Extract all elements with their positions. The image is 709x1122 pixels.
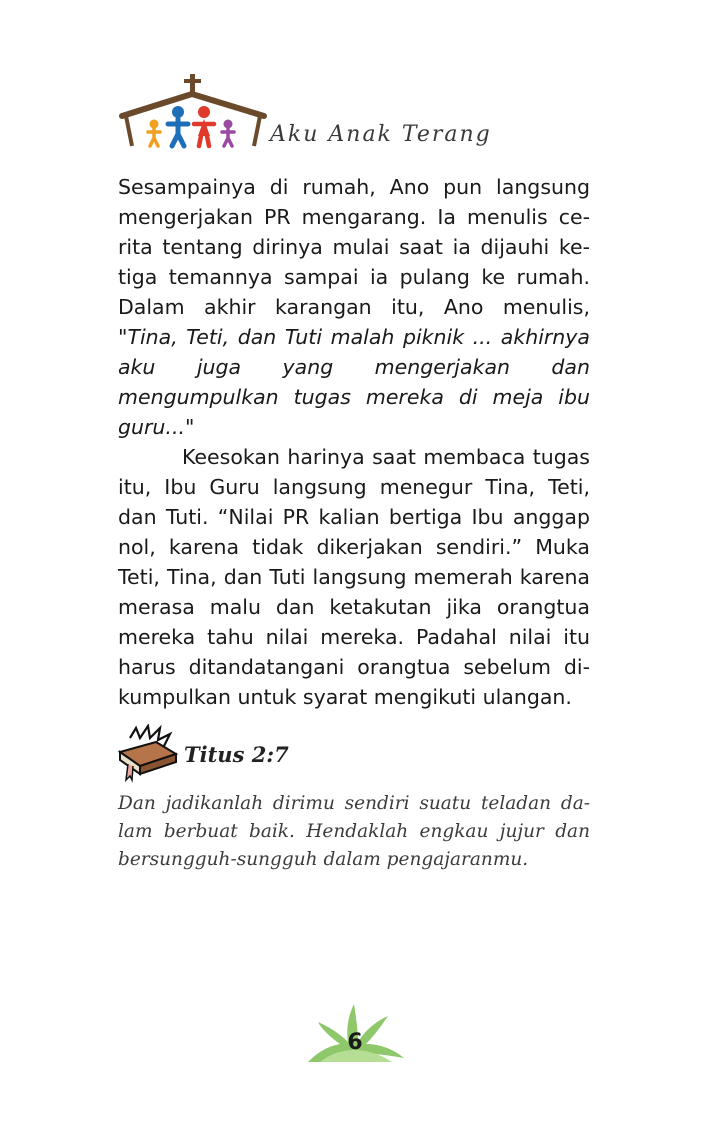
story-text bbox=[118, 172, 590, 712]
page-footer bbox=[300, 1000, 410, 1066]
verse-reference: Titus 2:7 bbox=[184, 742, 289, 767]
book-title: Aku Anak Terang bbox=[270, 122, 492, 147]
paragraph-1-quote: Tina, Teti, dan Tuti malah piknik ... akhirnya aku juga yang mengerjakan dan mengumpulkan tugas mereka di meja ibu guru... bbox=[118, 325, 590, 439]
page-number: 6 bbox=[347, 1030, 363, 1055]
church-family-icon bbox=[118, 72, 268, 152]
paragraph-2: Keesokan harinya saat membaca tugas itu, Ibu Guru langsung menegur Tina, Teti, dan Tuti. “Nilai PR kalian bertiga Ibu anggap nol, karena tidak dikerjakan sendiri.” Muka Teti, Tina, dan Tuti langsung memerah karena merasa malu dan ketakutan jika orangtua mereka tahu nilai mereka. Padahal nilai itu harus ditandatangani orangtua sebelum dikumpulkan untuk syarat mengikuti ulangan. bbox=[118, 445, 590, 709]
bible-icon bbox=[116, 724, 182, 784]
verse-text: Dan jadikanlah dirimu sendiri suatu teladan dalam berbuat baik. Hendaklah engkau jujur dan bersungguh-sungguh dalam pengajaranmu. bbox=[118, 793, 590, 870]
page-header bbox=[118, 72, 518, 152]
paragraph-1-end: " bbox=[184, 415, 195, 439]
paragraph-1-text: Sesampainya di rumah, Ano pun langsung mengerjakan PR mengarang. Ia menulis cerita tentang dirinya mulai saat ia dijauhi ketiga temannya sampai ia pulang ke rumah. Dalam akhir karangan itu, Ano menulis, " bbox=[118, 175, 590, 349]
verse-heading bbox=[116, 724, 416, 784]
paragraph-1 bbox=[118, 172, 590, 442]
